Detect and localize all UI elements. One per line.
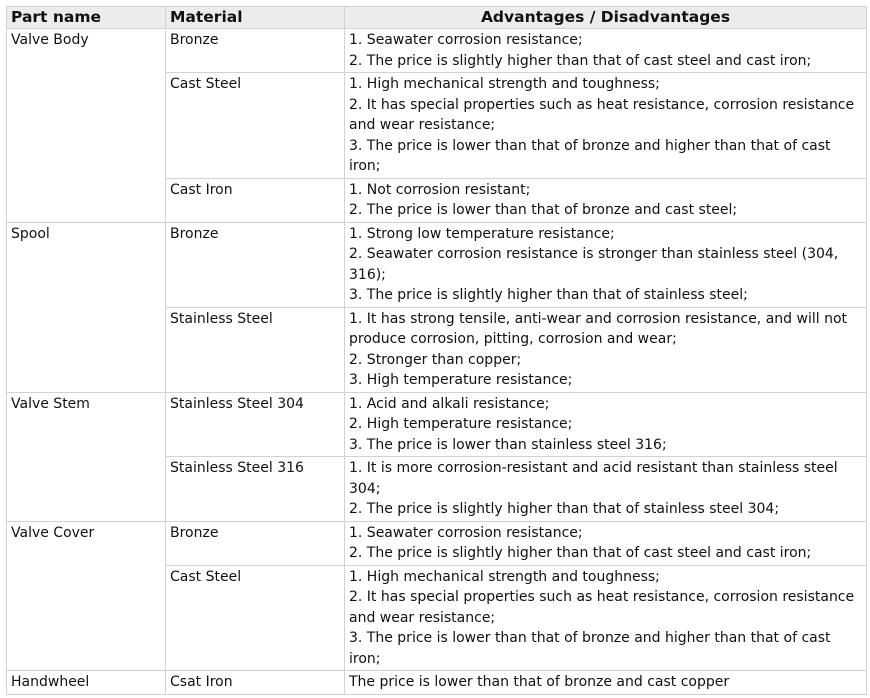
header-material: Material bbox=[166, 7, 345, 29]
advantages-cell bbox=[345, 521, 867, 565]
table-row bbox=[7, 521, 867, 565]
table-row bbox=[7, 29, 867, 73]
advantage-line: 3. The price is lower than that of bronze and higher than that of cast iron; bbox=[349, 630, 831, 667]
advantage-line: 2. The price is slightly higher than that of cast steel and cast iron; bbox=[349, 52, 812, 69]
material-cell: Bronze bbox=[166, 29, 345, 73]
table-row bbox=[7, 671, 867, 695]
material-cell: Stainless Steel 316 bbox=[166, 457, 345, 522]
material-cell: Cast Steel bbox=[166, 565, 345, 671]
advantages-cell bbox=[345, 457, 867, 522]
advantage-line: 2. The price is lower than that of bronze and cast steel; bbox=[349, 202, 738, 218]
advantage-line: 1. Seawater corrosion resistance; bbox=[349, 524, 583, 541]
advantage-line: 2. It has special properties such as heat resistance, corrosion resistance and wear resistance; bbox=[349, 589, 855, 626]
part-name-cell: Valve Body bbox=[7, 29, 166, 223]
advantage-line: 1. High mechanical strength and toughness; bbox=[349, 76, 660, 92]
advantage-line: 1. Seawater corrosion resistance; bbox=[349, 32, 583, 48]
advantage-line: 2. High temperature resistance; bbox=[349, 416, 573, 432]
material-cell: Bronze bbox=[166, 521, 345, 565]
part-name-cell: Valve Stem bbox=[7, 392, 166, 521]
material-cell: Bronze bbox=[166, 222, 345, 307]
advantage-line: 1. Acid and alkali resistance; bbox=[349, 395, 550, 412]
advantage-line: 1. It has strong tensile, anti-wear and corrosion resistance, and will not produce corrosion, pitting, corrosion and wear; bbox=[349, 310, 847, 347]
material-cell: Cast Steel bbox=[166, 73, 345, 179]
advantage-line: 1. High mechanical strength and toughness; bbox=[349, 568, 660, 585]
advantage-line: The price is lower than that of bronze and cast copper bbox=[349, 674, 730, 690]
advantages-cell bbox=[345, 565, 867, 671]
advantage-line: 1. It is more corrosion-resistant and acid resistant than stainless steel 304; bbox=[349, 460, 838, 497]
advantages-cell bbox=[345, 307, 867, 392]
advantage-line: 3. The price is lower than stainless steel 316; bbox=[349, 436, 667, 453]
advantage-line: 3. The price is slightly higher than that of stainless steel; bbox=[349, 287, 748, 303]
table-header bbox=[7, 7, 867, 29]
advantage-line: 3. High temperature resistance; bbox=[349, 372, 573, 388]
advantage-line: 2. It has special properties such as heat resistance, corrosion resistance and wear resistance; bbox=[349, 96, 855, 133]
advantages-cell bbox=[345, 392, 867, 457]
materials-table bbox=[6, 6, 867, 695]
header-advantages: Advantages / Disadvantages bbox=[345, 7, 867, 29]
advantages-cell bbox=[345, 73, 867, 179]
advantages-cell bbox=[345, 29, 867, 73]
advantages-cell bbox=[345, 222, 867, 307]
table-body bbox=[7, 29, 867, 695]
material-cell: Stainless Steel bbox=[166, 307, 345, 392]
material-cell: Cast Iron bbox=[166, 178, 345, 222]
advantage-line: 1. Not corrosion resistant; bbox=[349, 181, 531, 198]
advantage-line: 2. Stronger than copper; bbox=[349, 351, 522, 368]
advantage-line: 2. The price is slightly higher than that of cast steel and cast iron; bbox=[349, 545, 812, 561]
advantages-cell bbox=[345, 178, 867, 222]
table-row bbox=[7, 392, 867, 457]
advantage-line: 1. Strong low temperature resistance; bbox=[349, 225, 615, 242]
header-part-name: Part name bbox=[7, 7, 166, 29]
advantages-cell bbox=[345, 671, 867, 695]
part-name-cell: Handwheel bbox=[7, 671, 166, 695]
advantage-line: 2. Seawater corrosion resistance is stronger than stainless steel (304, 316); bbox=[349, 246, 839, 283]
part-name-cell: Valve Cover bbox=[7, 521, 166, 671]
advantage-line: 3. The price is lower than that of bronze and higher than that of cast iron; bbox=[349, 137, 831, 174]
material-cell: Stainless Steel 304 bbox=[166, 392, 345, 457]
material-cell: Csat Iron bbox=[166, 671, 345, 695]
header-row bbox=[7, 7, 867, 29]
table-row bbox=[7, 222, 867, 307]
part-name-cell: Spool bbox=[7, 222, 166, 392]
advantage-line: 2. The price is slightly higher than that of stainless steel 304; bbox=[349, 501, 780, 517]
